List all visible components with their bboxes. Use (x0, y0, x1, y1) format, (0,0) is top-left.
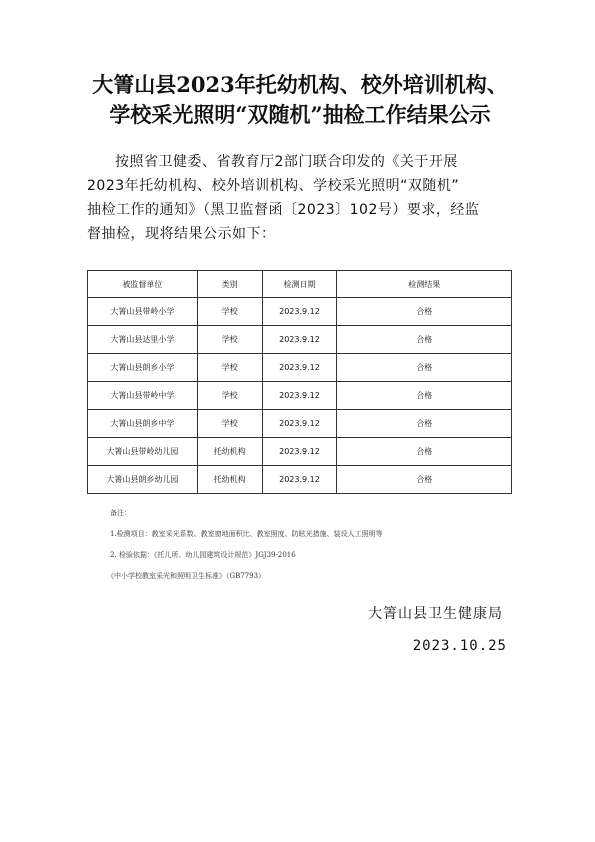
document-title (60, 70, 540, 130)
cell-date: 2023.9.12 (262, 354, 337, 382)
notes-section (107, 503, 530, 587)
table-row (88, 382, 512, 410)
notes-item-1: 1.检测项目：教室采光系数、教室窗地面积比、教室照度、防眩光措施、装设人工照明等 (110, 530, 383, 538)
notes-item-2: 2. 检验依据：《托儿所、幼儿园建筑设计规范》JGJ39-2016 (110, 551, 296, 559)
cell-category: 学校 (197, 354, 262, 382)
header-unit: 被监督单位 (88, 271, 198, 298)
body-line-4: 督抽检，现将结果公示如下： (87, 226, 276, 242)
signature-date: 2023.10.25 (412, 638, 507, 654)
cell-category: 学校 (197, 298, 262, 326)
table-row (88, 438, 512, 466)
cell-category: 学校 (197, 326, 262, 354)
cell-category: 托幼机构 (197, 438, 262, 466)
table-row (88, 410, 512, 438)
header-result: 检测结果 (337, 271, 512, 298)
cell-date: 2023.9.12 (262, 466, 337, 494)
title-line-2: 学校采光照明“双随机”抽检工作结果公示 (109, 102, 491, 127)
cell-unit: 大箐山县朗乡幼儿园 (88, 466, 198, 494)
cell-date: 2023.9.12 (262, 382, 337, 410)
cell-unit: 大箐山县朗乡中学 (88, 410, 198, 438)
cell-unit: 大箐山县带岭小学 (88, 298, 198, 326)
body-line-1: 按照省卫健委、省教育厅2部门联合印发的《关于开展 (115, 154, 458, 170)
table-row (88, 298, 512, 326)
body-line-2: 2023年托幼机构、校外培训机构、学校采光照明“双随机” (87, 178, 460, 194)
cell-result: 合格 (337, 354, 512, 382)
title-line-1: 大箐山县2023年托幼机构、校外培训机构、 (92, 72, 508, 97)
body-line-3: 抽检工作的通知》（黑卫监督函〔2023〕102号）要求，经监 (87, 202, 480, 218)
signature-org: 大箐山县卫生健康局 (368, 606, 503, 622)
cell-unit: 大箐山县达里小学 (88, 326, 198, 354)
cell-unit: 大箐山县朗乡小学 (88, 354, 198, 382)
table-row (88, 354, 512, 382)
table-header-row (88, 271, 512, 298)
cell-category: 托幼机构 (197, 466, 262, 494)
cell-result: 合格 (337, 466, 512, 494)
body-paragraph (87, 150, 527, 246)
cell-result: 合格 (337, 326, 512, 354)
table-row (88, 326, 512, 354)
cell-result: 合格 (337, 382, 512, 410)
cell-result: 合格 (337, 298, 512, 326)
cell-unit: 大箐山县带岭中学 (88, 382, 198, 410)
cell-date: 2023.9.12 (262, 298, 337, 326)
cell-unit: 大箐山县带岭幼儿园 (88, 438, 198, 466)
cell-category: 学校 (197, 410, 262, 438)
cell-result: 合格 (337, 410, 512, 438)
notes-item-3: 《中小学校教室采光和照明卫生标准》（GB7793） (107, 572, 266, 580)
cell-result: 合格 (337, 438, 512, 466)
results-table (87, 270, 512, 494)
cell-date: 2023.9.12 (262, 326, 337, 354)
table-row (88, 466, 512, 494)
header-category: 类别 (197, 271, 262, 298)
cell-date: 2023.9.12 (262, 410, 337, 438)
cell-date: 2023.9.12 (262, 438, 337, 466)
header-date: 检测日期 (262, 271, 337, 298)
cell-category: 学校 (197, 382, 262, 410)
notes-label: 备注： (110, 509, 131, 517)
